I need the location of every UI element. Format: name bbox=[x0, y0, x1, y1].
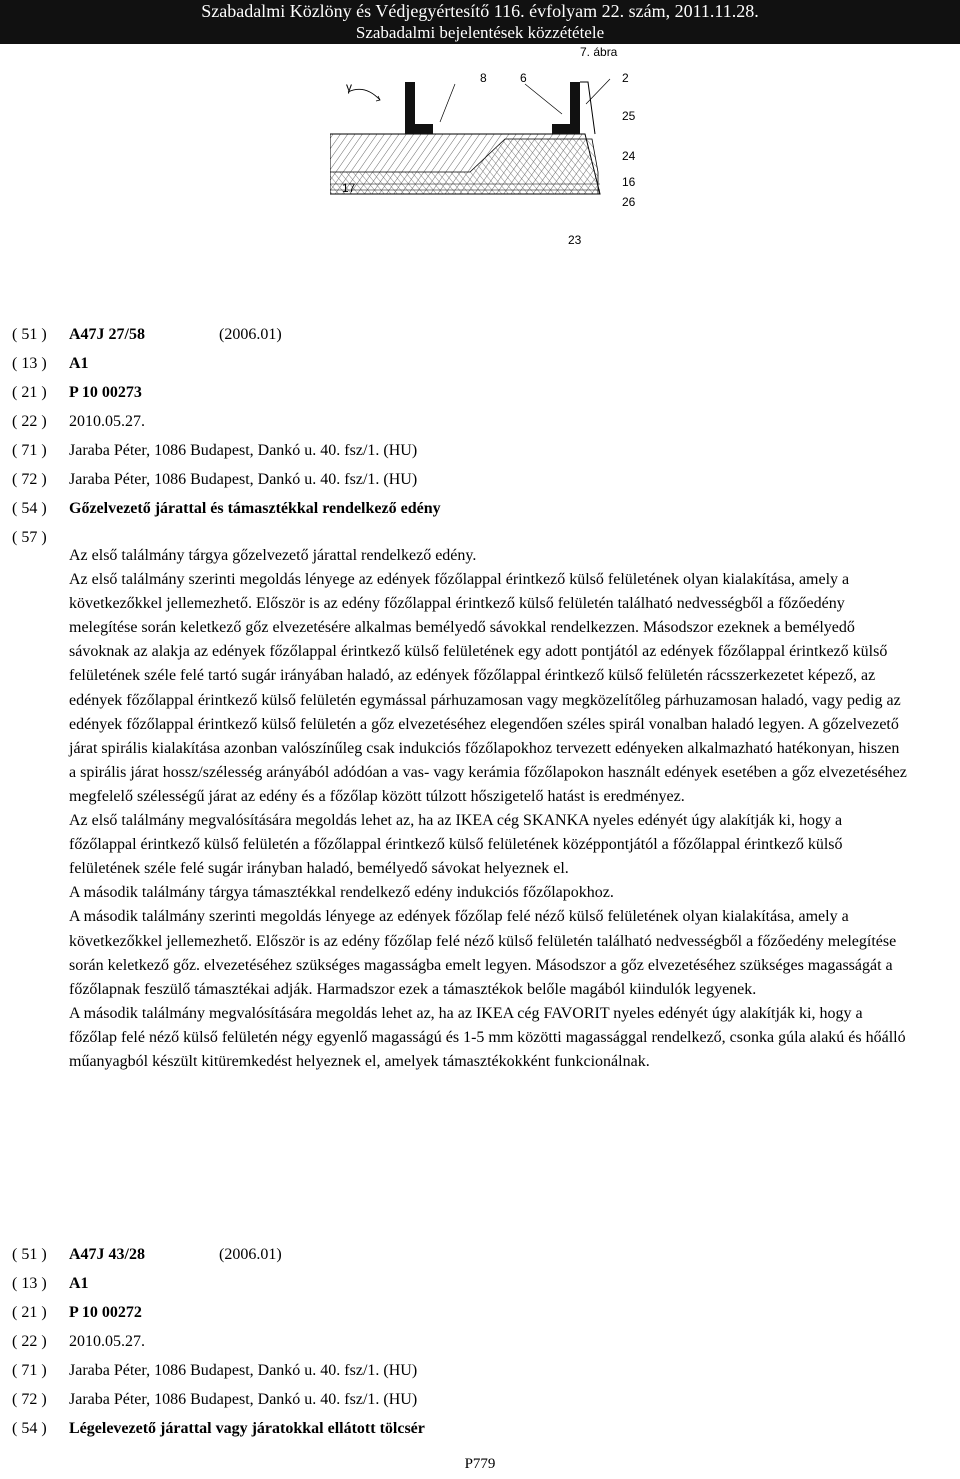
label-23: 23 bbox=[568, 233, 582, 247]
abstract-paragraph: A második találmány szerinti megoldás lényege az edények főzőlap felé néző külső felületének olyan kialakítása, amely a következőkkel jellemezhető. Először is az edény főzőlap felé néző külső felületén található nedvességből a főzőedény melegítése során keletkező gőz. elvezetéséhez szükséges magasságba emelt legyen. Másodszor a gőz elvezetéséhez szükséges magasságát a főzőlapnak feszülő támasztékai adják. Harmadszor ezek a támasztékok belőle magából kiindulók legyenek. bbox=[69, 908, 897, 998]
field-21 bbox=[12, 1303, 932, 1332]
kind-code: A1 bbox=[69, 355, 89, 372]
patent-title: Gőzelvezető járattal és támasztékkal rendelkező edény bbox=[69, 500, 441, 517]
abstract-paragraph: A második találmány tárgya támasztékkal rendelkező edény indukciós főzőlapokhoz. bbox=[69, 884, 614, 902]
inid-code: ( 72 ) bbox=[12, 471, 47, 488]
field-22 bbox=[12, 1332, 932, 1361]
application-number: P 10 00273 bbox=[69, 384, 142, 401]
cross-section-drawing bbox=[330, 44, 650, 254]
label-25: 25 bbox=[622, 109, 636, 123]
field-51 bbox=[12, 1245, 932, 1274]
label-17: 17 bbox=[342, 181, 356, 195]
inid-code: ( 13 ) bbox=[12, 1275, 47, 1292]
ipc-class: A47J 27/58 bbox=[69, 326, 145, 343]
label-24: 24 bbox=[622, 149, 636, 163]
patent-figure bbox=[330, 44, 650, 254]
section-title: Szabadalmi bejelentések közzététele bbox=[355, 23, 605, 42]
label-2: 2 bbox=[622, 71, 629, 85]
inid-code: ( 51 ) bbox=[12, 1246, 47, 1263]
patent-title: Légelevezető járattal vagy járatokkal ellátott tölcsér bbox=[69, 1420, 425, 1437]
field-13 bbox=[12, 1274, 932, 1303]
label-16: 16 bbox=[622, 175, 636, 189]
inid-code: ( 51 ) bbox=[12, 326, 47, 343]
figure-body bbox=[330, 79, 610, 194]
inid-code: ( 22 ) bbox=[12, 413, 47, 430]
inid-code: ( 57 ) bbox=[12, 529, 47, 546]
label-8: 8 bbox=[480, 71, 487, 85]
label-gamma: γ bbox=[346, 80, 352, 94]
applicant: Jaraba Péter, 1086 Budapest, Dankó u. 40. fsz/1. (HU) bbox=[69, 1362, 418, 1379]
inid-code: ( 22 ) bbox=[12, 1333, 47, 1350]
kind-code: A1 bbox=[69, 1275, 89, 1292]
field-72 bbox=[12, 470, 932, 499]
field-21 bbox=[12, 383, 932, 412]
figure-caption: 7. ábra bbox=[580, 45, 618, 59]
label-6: 6 bbox=[520, 71, 527, 85]
journal-title: Szabadalmi Közlöny és Védjegyértesítő 116. évfolyam 22. szám, 2011.11.28. bbox=[201, 1, 759, 21]
page-header bbox=[0, 0, 960, 44]
field-72 bbox=[12, 1390, 932, 1419]
ipc-date: (2006.01) bbox=[219, 326, 282, 343]
abstract-paragraph: Az első találmány szerinti megoldás lényege az edények főzőlappal érintkező külső felületének olyan kialakítása, amely a következőkkel jellemezhető. Először is az edény főzőlappal érintkező külső felületén található nedvességből a főzőedény melegítése során keletkező gőz elvezetésére alkalmas bemélyedő sávokkal rendelkezzen. Másodszor ezeknek a bemélyedő sávoknak az alakja az edények főzőlappal érintkező külső felületének egy adott pontjától az edények főzőlappal érintkező külső felületének széle felé tartó sugár irányában haladó, az edények főzőlappal érintkező külső felületén rácsszerkezetet képező, az edények főzőlappal érintkező külső felületén egymással párhuzamosan vagy megközelítőleg párhuzamosan haladó, vagy pedig az edények főzőlappal érintkező külső felületén a gőz elvezetéséhez elegendően széles spirál vonalban haladó legyen. A gőzelvezető járat spirális kialakítása azonban valószínűleg csak indukciós főzőlapokhoz tervezett edényeken alkalmazható hatékonyan, hiszen a spirális járat hossz/szélesség arányából adódóan a vas- vagy kerámia főzőlapokon használt edények esetében a gőz elvezetéséhez megfelelő szélességű járat az edény és a főzőlap között túlzott hőszigetelő hatást is eredményez. bbox=[69, 571, 907, 805]
abstract-paragraph: A második találmány megvalósítására megoldás lehet az, ha az IKEA cég FAVORIT nyeles edényét úgy alakítják ki, hogy a főzőlap felé néző külső felületén négy egyenlő magasságú és 1-5 mm közötti magassággal rendelkező, csonka gúla alakú és hőálló műanyagból készült kitüremkedést helyeznek el, amelyek támasztékokként funkcionálnak. bbox=[69, 1004, 906, 1070]
page-number: P779 bbox=[464, 1456, 496, 1472]
inid-code: ( 21 ) bbox=[12, 384, 47, 401]
abstract-paragraph: Az első találmány megvalósítására megoldás lehet az, ha az IKEA cég SKANKA nyeles edényét úgy alakítják ki, hogy a főzőlappal érintkező külső felületén a főzőlappal érintkező külső felületének középpontjától a főzőlappal érintkező külső felületének széle felé sugár irányban haladó, bemélyedő sávokat helyeznek el. bbox=[69, 812, 843, 878]
field-71 bbox=[12, 1361, 932, 1390]
inventor: Jaraba Péter, 1086 Budapest, Dankó u. 40. fsz/1. (HU) bbox=[69, 471, 418, 488]
inid-code: ( 71 ) bbox=[12, 1362, 47, 1379]
inid-code: ( 71 ) bbox=[12, 442, 47, 459]
inid-code: ( 21 ) bbox=[12, 1304, 47, 1321]
filing-date: 2010.05.27. bbox=[69, 413, 145, 430]
field-54 bbox=[12, 1419, 932, 1448]
label-26: 26 bbox=[622, 195, 636, 209]
filing-date: 2010.05.27. bbox=[69, 1333, 145, 1350]
field-71 bbox=[12, 441, 932, 470]
abstract-paragraph: Az első találmány tárgya gőzelvezető járattal rendelkező edény. bbox=[69, 547, 477, 564]
inid-code: ( 54 ) bbox=[12, 500, 47, 517]
inid-code: ( 13 ) bbox=[12, 355, 47, 372]
applicant: Jaraba Péter, 1086 Budapest, Dankó u. 40. fsz/1. (HU) bbox=[69, 442, 418, 459]
abstract bbox=[69, 544, 909, 1074]
patent-record bbox=[12, 1245, 932, 1448]
inventor: Jaraba Péter, 1086 Budapest, Dankó u. 40. fsz/1. (HU) bbox=[69, 1391, 418, 1408]
inid-code: ( 54 ) bbox=[12, 1420, 47, 1437]
inid-code: ( 72 ) bbox=[12, 1391, 47, 1408]
field-22 bbox=[12, 412, 932, 441]
field-51 bbox=[12, 325, 932, 354]
ipc-date: (2006.01) bbox=[219, 1246, 282, 1263]
patent-record bbox=[12, 325, 932, 557]
ipc-class: A47J 43/28 bbox=[69, 1246, 145, 1263]
application-number: P 10 00272 bbox=[69, 1304, 142, 1321]
field-54 bbox=[12, 499, 932, 528]
field-13 bbox=[12, 354, 932, 383]
